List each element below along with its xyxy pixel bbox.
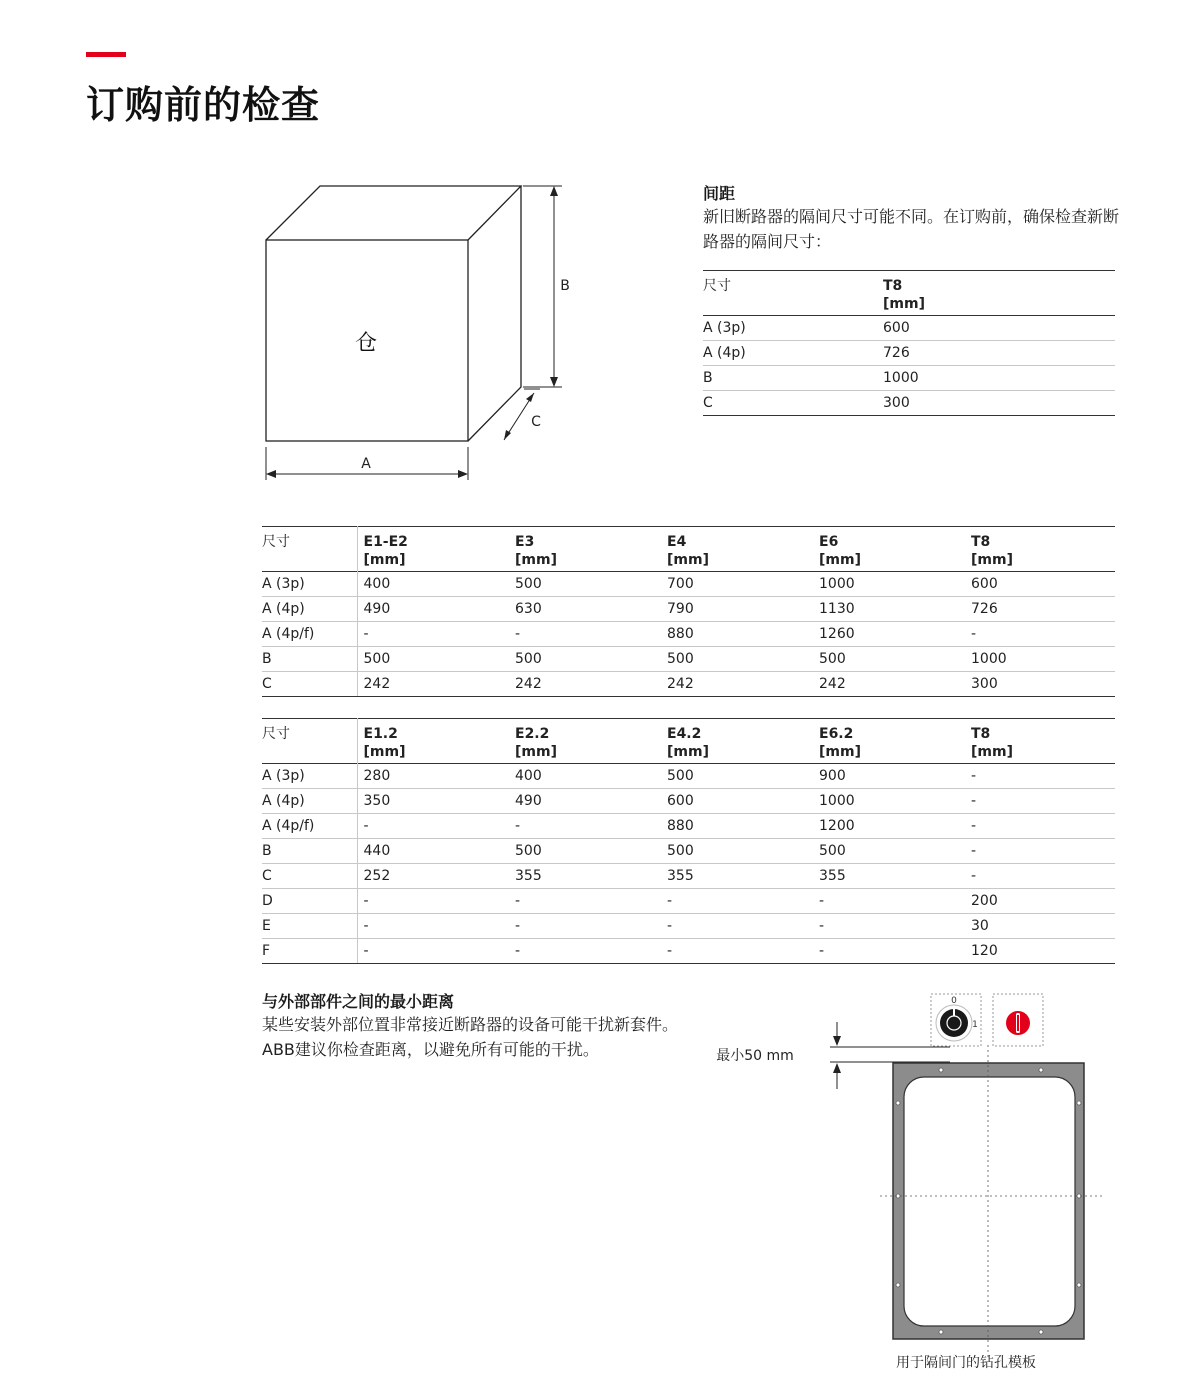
row-label: A (3p) xyxy=(703,316,883,341)
table-cell: 300 xyxy=(883,391,1115,416)
table-cell: 600 xyxy=(883,316,1115,341)
table-row xyxy=(262,672,1115,697)
dimension-table-2 xyxy=(262,718,1115,964)
dim-label-a: A xyxy=(361,456,371,472)
table-cell: 440 xyxy=(357,839,509,864)
row-label: F xyxy=(262,939,357,964)
header-cell: T8 [mm] xyxy=(971,534,1013,568)
min-distance-title: 与外部部件之间的最小距离 xyxy=(262,992,455,1011)
table-cell: 120 xyxy=(965,939,1115,964)
table-cell: - xyxy=(357,889,509,914)
table-cell: 355 xyxy=(813,864,965,889)
table-cell: 500 xyxy=(661,839,813,864)
table-cell: - xyxy=(813,939,965,964)
header-cell: T8 [mm] xyxy=(971,726,1013,760)
table-cell: 500 xyxy=(813,647,965,672)
row-label: A (4p) xyxy=(262,789,357,814)
table-row xyxy=(262,597,1115,622)
page-title: 订购前的检查 xyxy=(86,83,321,127)
table-cell: 700 xyxy=(661,572,813,597)
door-cutout xyxy=(904,1077,1075,1326)
header-cell: E2.2 [mm] xyxy=(515,726,557,760)
table-cell: - xyxy=(357,622,509,647)
table-cell: - xyxy=(965,789,1115,814)
table-cell: 1000 xyxy=(883,366,1115,391)
table-cell: 30 xyxy=(965,914,1115,939)
header-cell: 尺寸 xyxy=(262,527,357,572)
row-label: A (4p/f) xyxy=(262,814,357,839)
table-cell: 500 xyxy=(509,572,661,597)
header-cell: E1.2 [mm] xyxy=(363,726,406,760)
spacing-table-header xyxy=(703,271,1115,316)
table-row xyxy=(262,764,1115,789)
table-cell: 400 xyxy=(357,572,509,597)
row-label: B xyxy=(262,647,357,672)
table-cell: 300 xyxy=(965,672,1115,697)
table-cell: - xyxy=(509,939,661,964)
table-cell: - xyxy=(813,914,965,939)
table-cell: 490 xyxy=(509,789,661,814)
header-cell: 尺寸 xyxy=(703,278,731,294)
row-label: B xyxy=(703,366,883,391)
row-label: A (4p) xyxy=(703,341,883,366)
table-cell: 242 xyxy=(509,672,661,697)
table-cell: 500 xyxy=(509,647,661,672)
table-cell: 500 xyxy=(661,647,813,672)
header-cell: E6 [mm] xyxy=(819,534,861,568)
row-label: D xyxy=(262,889,357,914)
table-cell: 355 xyxy=(509,864,661,889)
table-row xyxy=(262,889,1115,914)
header-cell: E6.2 [mm] xyxy=(819,726,861,760)
table-cell: 355 xyxy=(661,864,813,889)
header-cell: E1-E2 [mm] xyxy=(363,534,408,568)
min-distance-label: 最小50 mm xyxy=(716,1048,794,1064)
header-cell: E4 [mm] xyxy=(667,534,709,568)
table-row xyxy=(262,814,1115,839)
table-cell: 790 xyxy=(661,597,813,622)
door-drilling-template-diagram xyxy=(700,985,1140,1385)
table-cell: 500 xyxy=(357,647,509,672)
table-cell: 630 xyxy=(509,597,661,622)
table-cell: 490 xyxy=(357,597,509,622)
table-cell: 1000 xyxy=(813,572,965,597)
table-cell: 280 xyxy=(357,764,509,789)
table-cell: - xyxy=(357,914,509,939)
table-cell: 600 xyxy=(965,572,1115,597)
table-row xyxy=(262,939,1115,964)
knob-position-0: 0 xyxy=(951,996,957,1006)
table-cell: 726 xyxy=(883,341,1115,366)
header-cell: E3 [mm] xyxy=(515,534,557,568)
table-cell: - xyxy=(813,889,965,914)
table-cell: - xyxy=(509,914,661,939)
table-cell: 1000 xyxy=(965,647,1115,672)
table-cell: 726 xyxy=(965,597,1115,622)
table-row xyxy=(703,316,1115,341)
table-row xyxy=(262,864,1115,889)
table-row xyxy=(703,341,1115,366)
dimension-table-1 xyxy=(262,526,1115,697)
dim-label-c: C xyxy=(531,414,541,430)
table-cell: - xyxy=(965,864,1115,889)
table-row xyxy=(262,789,1115,814)
table-cell: - xyxy=(509,814,661,839)
table-cell: 350 xyxy=(357,789,509,814)
table-cell: - xyxy=(509,889,661,914)
table-header xyxy=(262,527,1115,572)
accent-bar xyxy=(86,52,126,57)
table-cell: 500 xyxy=(509,839,661,864)
table-cell: 400 xyxy=(509,764,661,789)
table-cell: 252 xyxy=(357,864,509,889)
table-cell: 200 xyxy=(965,889,1115,914)
row-label: C xyxy=(262,672,357,697)
row-label: B xyxy=(262,839,357,864)
table-cell: - xyxy=(965,814,1115,839)
table-cell: - xyxy=(357,939,509,964)
red-handle-icon xyxy=(993,994,1043,1046)
table-row xyxy=(703,391,1115,416)
table-row xyxy=(262,914,1115,939)
row-label: C xyxy=(262,864,357,889)
spacing-description: 新旧断路器的隔间尺寸可能不同。在订购前，确保检查新断路器的隔间尺寸： xyxy=(703,207,1120,251)
table-row xyxy=(262,839,1115,864)
table-cell: 1260 xyxy=(813,622,965,647)
table-cell: - xyxy=(965,622,1115,647)
row-label: A (4p/f) xyxy=(262,622,357,647)
table-cell: 500 xyxy=(661,764,813,789)
table-row xyxy=(262,572,1115,597)
rotary-knob-icon xyxy=(931,994,981,1046)
header-cell: T8 [mm] xyxy=(883,278,925,312)
row-label: A (3p) xyxy=(262,572,357,597)
table-cell: - xyxy=(357,814,509,839)
row-label: A (3p) xyxy=(262,764,357,789)
table-cell: 900 xyxy=(813,764,965,789)
dim-label-b: B xyxy=(560,278,570,294)
table-cell: - xyxy=(661,889,813,914)
table-cell: 242 xyxy=(813,672,965,697)
door-template-caption: 用于隔间门的钻孔模板 xyxy=(896,1355,1036,1371)
knob-position-1: 1 xyxy=(972,1020,978,1030)
table-cell: 600 xyxy=(661,789,813,814)
table-cell: 880 xyxy=(661,622,813,647)
table-cell: 1200 xyxy=(813,814,965,839)
table-cell: - xyxy=(965,839,1115,864)
table-cell: 242 xyxy=(661,672,813,697)
spacing-table xyxy=(703,270,1115,416)
table-cell: 500 xyxy=(813,839,965,864)
header-cell: 尺寸 xyxy=(262,719,357,764)
spacing-title: 间距 xyxy=(703,184,736,203)
table-cell: 880 xyxy=(661,814,813,839)
row-label: A (4p) xyxy=(262,597,357,622)
table-cell: - xyxy=(661,914,813,939)
row-label: C xyxy=(703,391,883,416)
table-cell: - xyxy=(965,764,1115,789)
table-header xyxy=(262,719,1115,764)
header-cell: E4.2 [mm] xyxy=(667,726,709,760)
table-cell: 1000 xyxy=(813,789,965,814)
cube-side-face xyxy=(468,186,521,441)
table-row xyxy=(262,647,1115,672)
table-cell: 1130 xyxy=(813,597,965,622)
table-cell: - xyxy=(661,939,813,964)
compartment-diagram xyxy=(240,170,600,490)
table-cell: 242 xyxy=(357,672,509,697)
min-distance-description: 某些安装外部位置非常接近断路器的设备可能干扰新套件。ABB建议你检查距离，以避免所有可能的干扰。 xyxy=(262,1015,679,1059)
row-label: E xyxy=(262,914,357,939)
table-row xyxy=(262,622,1115,647)
table-cell: - xyxy=(509,622,661,647)
box-label: 仓 xyxy=(354,331,378,356)
table-row xyxy=(703,366,1115,391)
cube-top-face xyxy=(266,186,521,240)
